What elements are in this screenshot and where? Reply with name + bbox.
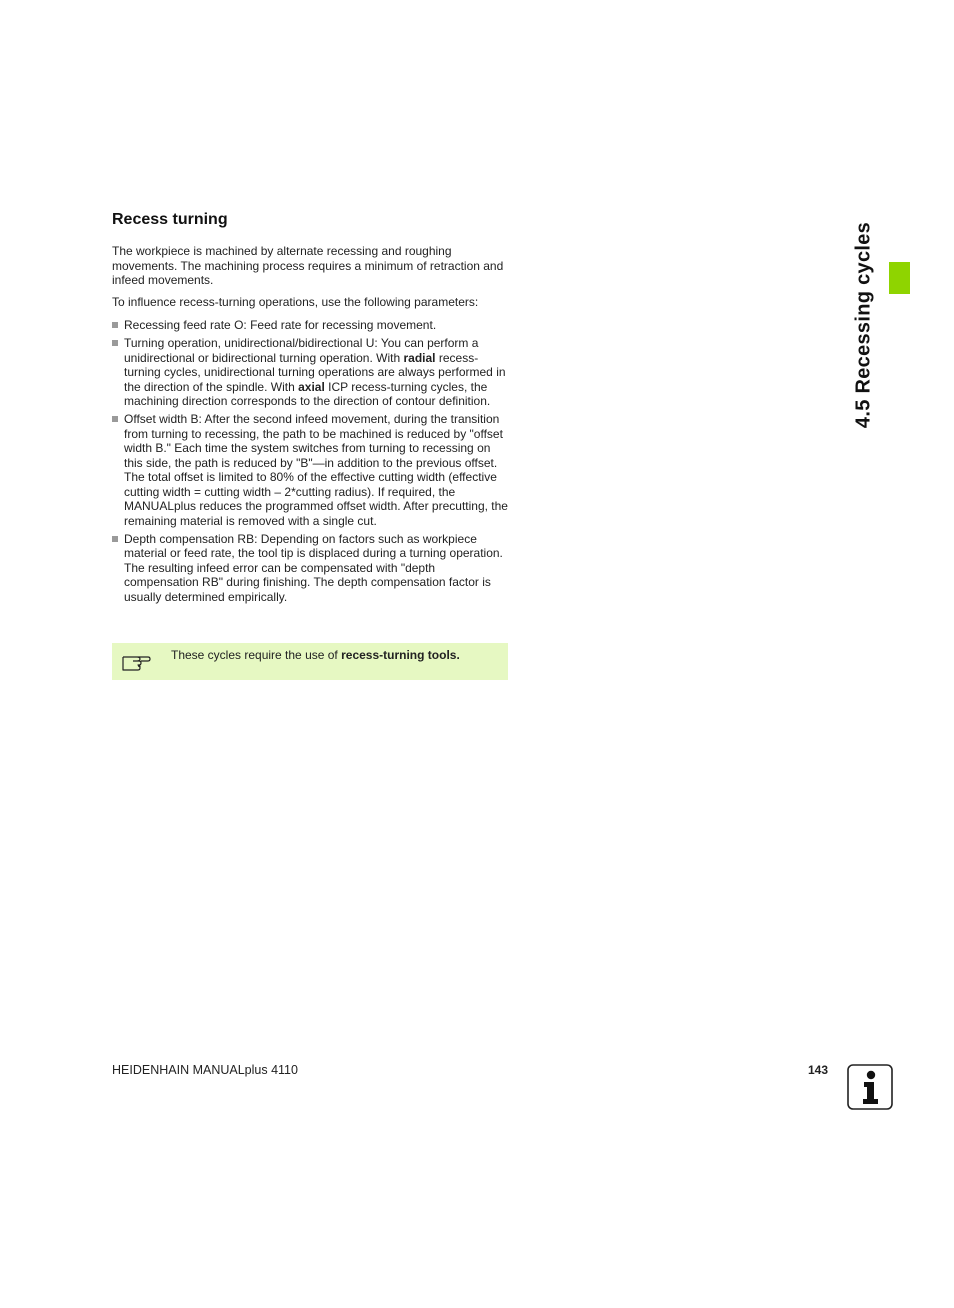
- bullet-square-icon: [112, 536, 118, 542]
- note-box: [112, 643, 508, 680]
- list-item-bold: axial: [298, 379, 325, 394]
- pointing-hand-icon: [120, 648, 152, 674]
- lead-in-paragraph: To influence recess-turning operations, use the following parameters:: [112, 295, 479, 309]
- list-item-text: ICP recess-turning cycles, the machining direction corresponds to the direction of contour definition.: [124, 379, 491, 408]
- bullet-square-icon: [112, 340, 118, 346]
- section-heading: Recess turning: [112, 211, 228, 228]
- intro-paragraph: The workpiece is machined by alternate recessing and roughing movements. The machining process requires a minimum of retraction and infeed movements.: [112, 244, 504, 287]
- list-item: [112, 532, 512, 605]
- list-item: [112, 412, 512, 528]
- chapter-tab-marker: [889, 262, 910, 294]
- bullet-square-icon: [112, 322, 118, 328]
- info-icon: [846, 1063, 894, 1111]
- page-number: 143: [808, 1063, 829, 1077]
- list-item: [112, 336, 512, 409]
- note-text: These cycles require the use of recess-turning tools.: [171, 648, 460, 662]
- parameter-list: [112, 318, 512, 608]
- footer-manual-name: HEIDENHAIN MANUALplus 4110: [112, 1063, 298, 1077]
- list-item-text: Recessing feed rate O: Feed rate for recessing movement.: [124, 318, 437, 332]
- list-item-text: recess-turning cycles, unidirectional turning operations are always performed in the direction of the spindle. With: [124, 350, 506, 394]
- list-item-text: Offset width B: After the second infeed movement, during the transition from turning to recessing, the path to be machined is reduced by "offset width B." Each time the system switches from turning to recessing on this side, the path is reduced by "B"—in addition to the previous offset. The total offset is limited to 80% of the effective cutting width (effective cutting width = cutting width – 2*cutting radius). If required, the MANUALplus reduces the programmed offset width. After precutting, the remaining material is removed with a single cut.: [124, 412, 508, 528]
- list-item-bold: radial: [403, 350, 436, 365]
- list-item-text: Turning operation, unidirectional/bidirectional U: You can perform a unidirectional or bidirectional turning operation. With: [124, 336, 479, 365]
- chapter-title: 4.5 Recessing cycles: [852, 221, 875, 429]
- list-item: [112, 318, 512, 333]
- bullet-square-icon: [112, 416, 118, 422]
- list-item-text: Depth compensation RB: Depending on factors such as workpiece material or feed rate, the tool tip is displaced during a turning operation. The resulting infeed error can be compensated with "depth compensation RB" during finishing. The depth compensation factor is usually determined empirically.: [124, 531, 503, 604]
